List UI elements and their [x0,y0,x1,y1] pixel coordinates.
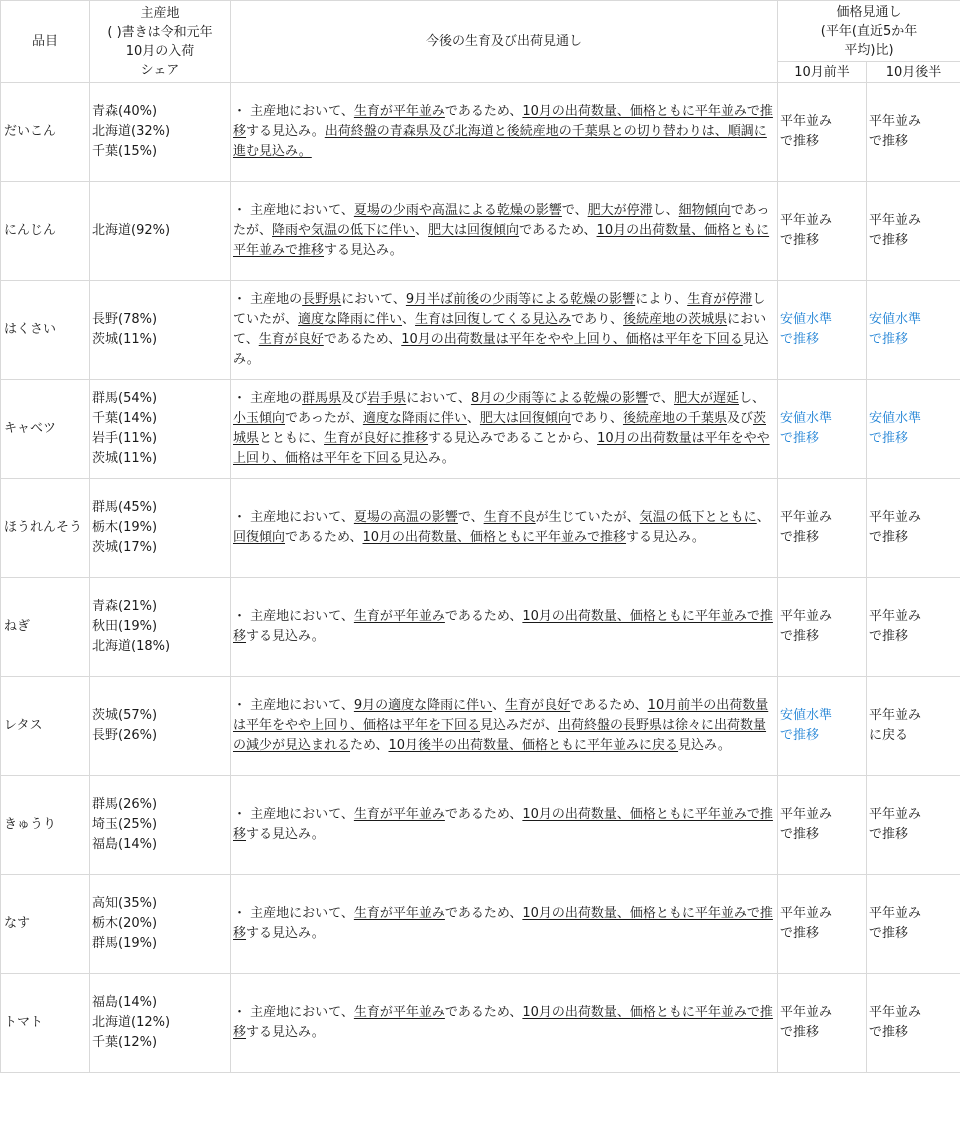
outlook-key-phrase: 10月の出荷数量、価格ともに平年並みで推移 [233,609,773,644]
outlook-segment: ・ 主産地において、 [233,807,354,822]
outlook-key-phrase: 10月の出荷数量、価格ともに平年並みで推移 [233,1005,773,1040]
main-areas [90,83,231,182]
table-row [1,875,960,974]
outlook-key-phrase: 適度な降雨に伴い [298,312,403,327]
main-areas [90,380,231,479]
outlook-segment: であるため、 [444,1005,523,1020]
table-row [1,380,960,479]
price-outlook-line: 安値水準 [780,708,833,723]
outlook-key-phrase: 岩手県 [367,391,407,406]
table-row [1,578,960,677]
outlook-segment: する見込みであることから、 [428,431,598,446]
outlook-key-phrase: 肥大は回復傾向 [479,411,571,426]
outlook-key-phrase: 8月の少雨等による乾燥の影響 [470,391,649,406]
area-share: 長野(26%) [92,728,158,743]
outlook-text [231,83,778,182]
price-outlook-late [867,776,960,875]
outlook-segment: であるため、 [285,530,363,545]
outlook-key-phrase: 夏場の少雨や高温による乾燥の影響 [353,203,562,218]
price-outlook-line: 平年並み [869,708,922,723]
outlook-segment: する見込み。 [246,124,325,139]
area-share: 茨城(11%) [92,451,158,466]
price-outlook-early [778,875,867,974]
price-outlook-early [778,974,867,1073]
outlook-key-phrase: 茨城県 [233,411,766,446]
area-share: 埼玉(25%) [92,817,158,832]
outlook-key-phrase: 10月の出荷数量は平年をやや上回り、価格は平年を下回る [233,431,770,466]
area-share: 高知(35%) [92,896,158,911]
outlook-segment: で、 [561,203,588,218]
outlook-segment: であるため、 [444,906,523,921]
price-outlook-line: 平年並み [780,609,833,624]
price-outlook-late [867,182,960,281]
outlook-segment: 見込み。 [402,451,455,466]
price-outlook-line: 平年並み [869,609,922,624]
area-share: 青森(21%) [92,599,158,614]
price-outlook-line: で推移 [869,431,909,446]
price-outlook-line: 平年並み [869,1005,922,1020]
outlook-key-phrase: 生育が平年並み [353,104,445,119]
outlook-segment: ため、 [350,738,389,753]
main-areas [90,776,231,875]
price-outlook-early [778,83,867,182]
outlook-key-phrase: 長野県 [302,292,342,307]
area-share: 長野(78%) [92,312,158,327]
outlook-segment: において、 [341,292,406,307]
price-outlook-line: で推移 [869,1025,909,1040]
item-name: はくさい [1,281,90,380]
outlook-segment: 、 [466,411,480,426]
header-main-area [90,1,231,83]
outlook-segment: 、 [492,698,506,713]
outlook-segment: ・ 主産地において、 [233,906,354,921]
main-areas [90,182,231,281]
outlook-segment: であるため、 [444,609,523,624]
outlook-segment: し、 [652,203,679,218]
area-share: 茨城(17%) [92,540,158,555]
area-share: 北海道(18%) [92,639,171,654]
outlook-key-phrase: 生育が平年並み [353,906,445,921]
outlook-segment: ・ 主産地において、 [233,510,354,525]
header-late: 10月後半 [867,62,960,83]
outlook-segment: であるため、 [444,104,523,119]
outlook-key-phrase: 気温の低下とともに [639,510,757,525]
area-share: 群馬(19%) [92,936,158,951]
outlook-segment: する見込み。 [626,530,705,545]
item-name: だいこん [1,83,90,182]
outlook-key-phrase: 適度な降雨に伴い [362,411,467,426]
table-row [1,281,960,380]
price-outlook-line: で推移 [780,431,820,446]
item-name: ほうれんそう [1,479,90,578]
outlook-key-phrase: 出荷終盤の長野県は徐々に出荷数量の減少が見込まれる [233,718,767,753]
outlook-key-phrase: 生育が良好 [258,332,324,347]
outlook-key-phrase: 生育が平年並み [353,609,445,624]
main-areas [90,677,231,776]
price-outlook-line: で推移 [780,629,820,644]
outlook-segment: 及び [341,391,368,406]
outlook-segment: し、 [738,391,765,406]
outlook-key-phrase: 生育が良好に推移 [324,431,429,446]
price-outlook-line: で推移 [780,728,820,743]
table-row [1,83,960,182]
price-outlook-line: で推移 [869,827,909,842]
area-share: 岩手(11%) [92,431,158,446]
outlook-segment: であったが、 [285,411,363,426]
outlook-segment: であるため、 [519,223,597,238]
outlook-key-phrase: 夏場の高温の影響 [353,510,458,525]
price-outlook-early [778,677,867,776]
item-name: ねぎ [1,578,90,677]
outlook-segment: であるため、 [570,698,648,713]
price-outlook-late [867,83,960,182]
outlook-segment: 、 [402,312,416,327]
outlook-segment: ・ 主産地において、 [233,609,354,624]
area-share: 千葉(12%) [92,1035,158,1050]
price-outlook-line: 安値水準 [780,411,833,426]
price-outlook-late [867,380,960,479]
price-outlook-line: で推移 [869,134,909,149]
outlook-segment: する見込み。 [246,1025,325,1040]
outlook-segment: で、 [648,391,674,406]
area-share: 栃木(20%) [92,916,158,931]
area-share: 茨城(11%) [92,332,158,347]
outlook-text [231,677,778,776]
price-outlook-line: 安値水準 [780,312,833,327]
price-outlook-line: に戻る [869,728,909,743]
area-share: 北海道(12%) [92,1015,171,1030]
header-main-area-line: シェア [140,62,180,78]
header-price-line: 平均)比) [844,42,894,58]
header-main-area-line: 10月の入荷 [125,43,195,59]
outlook-segment: であるため、 [444,807,523,822]
outlook-key-phrase: 10月の出荷数量、価格ともに平年並みで推移 [233,223,770,258]
outlook-key-phrase: 10月の出荷数量、価格ともに平年並みで推移 [233,104,773,139]
price-outlook-line: で推移 [780,233,820,248]
outlook-key-phrase: 降雨や気温の低下に伴い [272,223,416,238]
price-outlook-line: 平年並み [869,807,922,822]
price-outlook-line: 平年並み [869,114,922,129]
outlook-text [231,776,778,875]
outlook-segment: していたが、 [233,292,766,327]
outlook-segment: であり、 [570,411,623,426]
price-outlook-line: で推移 [869,233,909,248]
outlook-key-phrase: 10月の出荷数量、価格ともに平年並みで推移 [362,530,627,545]
price-outlook-early [778,479,867,578]
header-price-line: (平年(直近5か年 [820,23,918,39]
table-row [1,677,960,776]
outlook-key-phrase: 生育が平年並み [353,1005,445,1020]
main-areas [90,578,231,677]
outlook-segment: において、 [233,312,767,347]
area-share: 茨城(57%) [92,708,158,723]
price-outlook-early [778,578,867,677]
price-outlook-line: で推移 [780,530,820,545]
outlook-text [231,974,778,1073]
outlook-key-phrase: 細物傾向 [678,203,731,218]
outlook-segment: 、 [756,510,770,525]
price-outlook-line: で推移 [780,926,820,941]
outlook-key-phrase: 群馬県 [302,391,342,406]
price-outlook-line: 平年並み [780,807,833,822]
main-areas [90,974,231,1073]
outlook-text [231,479,778,578]
price-outlook-line: で推移 [780,332,820,347]
outlook-key-phrase: 10月の出荷数量、価格ともに平年並みで推移 [233,807,773,842]
area-share: 福島(14%) [92,995,158,1010]
outlook-segment: 見込みだが、 [480,718,559,733]
header-item: 品目 [1,1,90,83]
outlook-segment: で、 [457,510,484,525]
outlook-segment: する見込み。 [246,827,325,842]
main-areas [90,281,231,380]
outlook-key-phrase: 生育が良好 [505,698,571,713]
outlook-text [231,875,778,974]
outlook-segment: であるため、 [323,332,402,347]
area-share: 福島(14%) [92,837,158,852]
price-outlook-late [867,281,960,380]
price-outlook-line: で推移 [869,926,909,941]
outlook-segment: により、 [635,292,688,307]
outlook-segment: であったが、 [233,203,770,238]
price-outlook-line: 平年並み [780,906,833,921]
outlook-segment: が生じていたが、 [535,510,640,525]
outlook-segment: ・ 主産地において、 [233,1005,354,1020]
outlook-key-phrase: 出荷終盤の青森県及び北海道と後続産地の千葉県との切り替わりは、順調に進む見込み。 [233,124,767,159]
price-outlook-early [778,182,867,281]
outlook-key-phrase: 肥大が停滞 [587,203,653,218]
header-early: 10月前半 [778,62,867,83]
outlook-segment: ・ 主産地において、 [233,698,354,713]
item-name: なす [1,875,90,974]
price-outlook-line: 平年並み [869,510,922,525]
outlook-segment: 見込み。 [233,332,769,367]
main-areas [90,875,231,974]
price-outlook-line: 平年並み [780,213,833,228]
price-outlook-line: 安値水準 [869,411,922,426]
outlook-key-phrase: 10月の出荷数量、価格ともに平年並みで推移 [233,906,773,941]
outlook-key-phrase: 10月後半の出荷数量、価格ともに平年並みに戻る [388,738,679,753]
item-name: レタス [1,677,90,776]
outlook-text [231,182,778,281]
price-outlook-late [867,974,960,1073]
header-outlook: 今後の生育及び出荷見通し [231,1,778,83]
outlook-key-phrase: 後続産地の茨城県 [623,312,728,327]
price-outlook-early [778,281,867,380]
main-areas [90,479,231,578]
price-outlook-line: 平年並み [780,1005,833,1020]
outlook-segment: 及び [726,411,753,426]
outlook-segment: ・ 主産地において、 [233,203,354,218]
outlook-segment: において、 [406,391,471,406]
price-outlook-line: で推移 [780,1025,820,1040]
outlook-text [231,578,778,677]
area-share: 秋田(19%) [92,619,158,634]
area-share: 北海道(32%) [92,124,171,139]
price-outlook-late [867,578,960,677]
outlook-key-phrase: 生育が平年並み [353,807,445,822]
header-main-area-line: 主産地 [140,5,180,21]
outlook-key-phrase: 生育は回復してくる見込み [415,312,572,327]
outlook-segment: ・ 主産地において、 [233,104,354,119]
outlook-segment: 見込み。 [678,738,731,753]
outlook-key-phrase: 生育が停滞 [687,292,753,307]
price-outlook-line: 安値水準 [869,312,922,327]
outlook-key-phrase: 10月前半の出荷数量は平年をやや上回り、価格は平年を下回る [233,698,769,733]
price-outlook-line: 平年並み [780,114,833,129]
outlook-text [231,281,778,380]
table-row [1,776,960,875]
price-outlook-early [778,776,867,875]
outlook-key-phrase: 小玉傾向 [233,411,286,426]
outlook-key-phrase: 肥大は回復傾向 [428,223,520,238]
area-share: 栃木(19%) [92,520,158,535]
outlook-key-phrase: 回復傾向 [233,530,286,545]
outlook-segment: する見込み。 [246,629,325,644]
price-outlook-late [867,677,960,776]
item-name: きゅうり [1,776,90,875]
price-outlook-line: で推移 [780,827,820,842]
outlook-segment: ・ 主産地の [233,292,303,307]
outlook-key-phrase: 9月の適度な降雨に伴い [353,698,493,713]
item-name: トマト [1,974,90,1073]
price-outlook-line: 平年並み [869,906,922,921]
table-row [1,182,960,281]
price-outlook-line: 平年並み [780,510,833,525]
price-outlook-line: で推移 [869,530,909,545]
item-name: にんじん [1,182,90,281]
table-row [1,479,960,578]
outlook-segment: する見込み。 [246,926,325,941]
outlook-key-phrase: 10月の出荷数量は平年をやや上回り、価格は平年を下回る [401,332,743,347]
outlook-segment: とともに、 [259,431,325,446]
outlook-text [231,380,778,479]
price-outlook-line: で推移 [869,332,909,347]
header-price-outlook [778,1,960,62]
item-name: キャベツ [1,380,90,479]
outlook-key-phrase: 後続産地の千葉県 [622,411,727,426]
price-outlook-late [867,479,960,578]
outlook-segment: であり、 [571,312,624,327]
area-share: 千葉(14%) [92,411,158,426]
area-share: 群馬(45%) [92,500,158,515]
outlook-segment: する見込み。 [324,243,403,258]
area-share: 群馬(54%) [92,391,158,406]
price-outlook-line: 平年並み [869,213,922,228]
outlook-key-phrase: 生育不良 [483,510,536,525]
area-share: 群馬(26%) [92,797,158,812]
outlook-segment: 、 [415,223,429,238]
outlook-key-phrase: 9月半ば前後の少雨等による乾燥の影響 [405,292,636,307]
price-outlook-line: で推移 [780,134,820,149]
price-outlook-late [867,875,960,974]
price-outlook-early [778,380,867,479]
area-share: 北海道(92%) [92,223,171,238]
header-price-line: 価格見通し [836,4,902,20]
table-row [1,974,960,1073]
price-outlook-line: で推移 [869,629,909,644]
area-share: 千葉(15%) [92,144,158,159]
outlook-key-phrase: 肥大が遅延 [673,391,739,406]
outlook-segment: ・ 主産地の [233,391,303,406]
area-share: 青森(40%) [92,104,158,119]
header-main-area-line: ( )書きは令和元年 [107,24,213,40]
